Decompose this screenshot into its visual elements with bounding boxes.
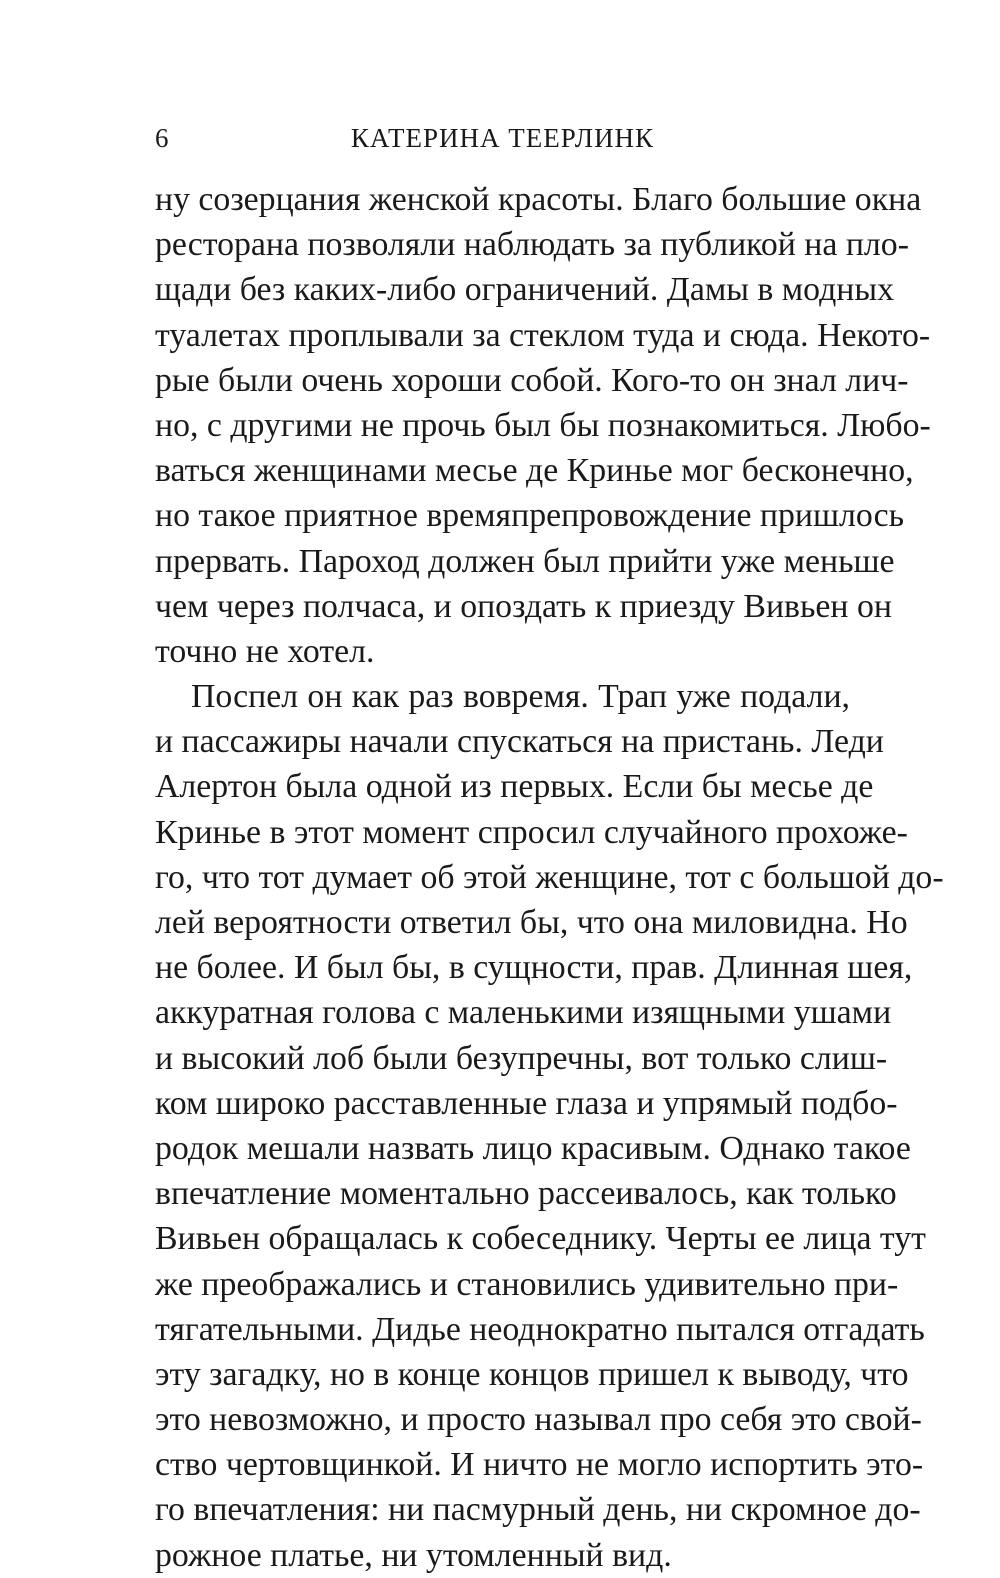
text-line: ваться женщинами месье де Кринье мог бесконечно, [155,452,914,490]
text-line: ну созерцания женской красоты. Благо большие окна [155,181,922,218]
text-line: ресторана позволяли наблюдать за публикой на пло- [155,226,909,264]
text-line: тягательными. Дидье неоднократно пытался отгадать [155,1310,925,1348]
text-line: рые были очень хороши собой. Кого-то он знал лич- [155,361,909,399]
paragraph-2 [155,674,944,1578]
text-line: го впечатления: ни пасмурный день, ни скромное до- [155,1491,921,1529]
paragraph-1 [155,177,931,674]
text-line: эту загадку, но в конце концов пришел к выводу, что [155,1355,909,1393]
text-line: аккуратная голова с маленькими изящными ушами [155,994,892,1032]
text-line: го, что тот думает об этой женщине, тот с большой до- [155,858,944,896]
text-line: но такое приятное времяпрепровождение пришлось [155,497,905,535]
text-line: лей вероятности ответил бы, что она миловидна. Но [155,904,908,941]
text-line: Поспел он как раз вовремя. Трап уже подали, [191,678,850,716]
text-line: рожное платье, ни утомленный вид. [155,1536,672,1574]
running-title: КАТЕРИНА ТЕЕРЛИНК [350,123,655,153]
text-line: Вивьен обращалась к собеседнику. Черты ее лица тут [155,1220,926,1258]
text-line: туалетах проплывали за стеклом туда и сюда. Некото- [155,316,931,354]
body-text [155,177,944,1578]
page-number: 6 [155,123,169,153]
running-head [155,118,850,158]
text-line: прервать. Пароход должен был прийти уже меньше [155,542,895,580]
text-line: не более. И был бы, в сущности, прав. Длинная шея, [155,949,913,987]
text-line: но, с другими не прочь был бы познакомиться. Любо- [155,406,931,444]
text-line: родок мешали назвать лицо красивым. Однако такое [155,1129,911,1167]
text-line: же преображались и становились удивительно при- [155,1265,899,1303]
text-line: точно не хотел. [155,632,375,670]
text-line: чем через полчаса, и опоздать к приезду Вивьен он [155,587,892,625]
text-line: ком широко расставленные глаза и упрямый подбо- [155,1084,898,1122]
text-line: впечатление моментально рассеивалось, как только [155,1175,897,1213]
text-line: это невозможно, и просто называл про себя это свой- [155,1401,922,1439]
text-line: Алертон была одной из первых. Если бы месье де [155,768,874,806]
text-line: и пассажиры начали спускаться на пристань. Леди [155,723,884,761]
text-line: и высокий лоб были безупречны, вот только слиш- [155,1039,888,1077]
text-line: щади без каких-либо ограничений. Дамы в модных [155,271,894,309]
text-line: ство чертовщинкой. И ничто не могло испортить это- [155,1446,924,1484]
text-line: Кринье в этот момент спросил случайного прохоже- [155,813,908,851]
